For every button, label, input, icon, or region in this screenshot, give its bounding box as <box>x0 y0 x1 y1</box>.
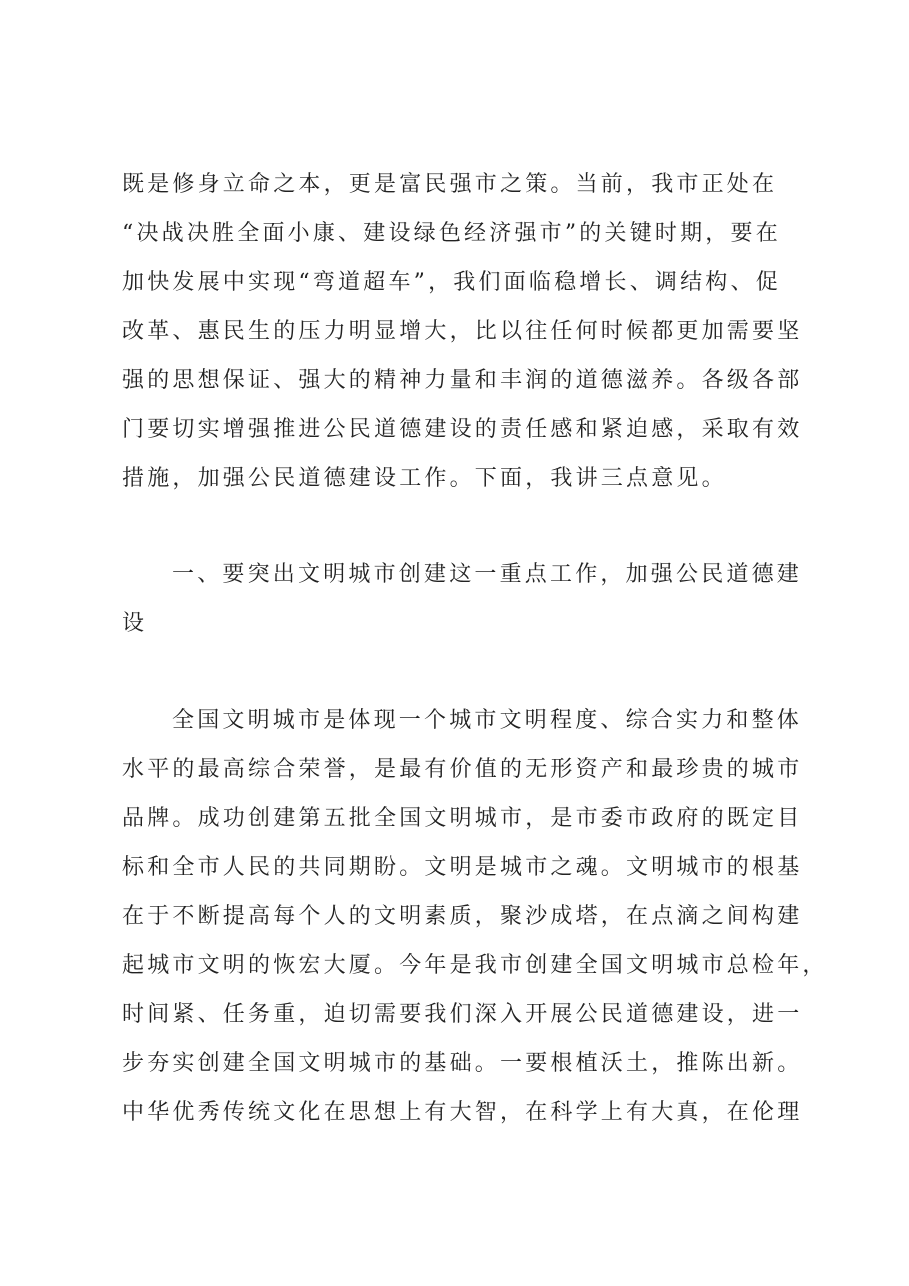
text-line: 强的思想保证、强大的精神力量和丰润的道德滋养。各级各部 <box>122 368 803 393</box>
text-line: 门要切实增强推进公民道德建设的责任感和紧迫感，采取有效 <box>122 417 803 442</box>
text-line: 标和全市人民的共同期盼。文明是城市之魂。文明城市的根基 <box>122 855 803 880</box>
text-line: 加快发展中实现“弯道超车”，我们面临稳增长、调结构、促 <box>122 270 781 295</box>
text-line: “决战决胜全面小康、建设绿色经济强市”的关键时期，要在 <box>122 221 781 246</box>
text-line: 全国文明城市是体现一个城市文明程度、综合实力和整体 <box>172 708 803 733</box>
text-line: 步夯实创建全国文明城市的基础。一要根植沃土，推陈出新。 <box>122 1051 803 1076</box>
text-line: 时间紧、任务重，迫切需要我们深入开展公民道德建设，进一 <box>122 1002 803 1027</box>
text-line: 水平的最高综合荣誉，是最有价值的无形资产和最珍贵的城市 <box>122 757 803 782</box>
text-line: 措施，加强公民道德建设工作。下面，我讲三点意见。 <box>122 466 727 491</box>
text-line: 中华优秀传统文化在思想上有大智，在科学上有大真，在伦理 <box>122 1100 803 1125</box>
text-line: 品牌。成功创建第五批全国文明城市，是市委市政府的既定目 <box>122 806 803 831</box>
text-line: 起城市文明的恢宏大厦。今年是我市创建全国文明城市总检年， <box>122 953 828 978</box>
section-heading-line: 设 <box>122 611 148 636</box>
text-line: 在于不断提高每个人的文明素质，聚沙成塔，在点滴之间构建 <box>122 904 803 929</box>
section-heading-line: 一、要突出文明城市创建这一重点工作，加强公民道德建 <box>172 562 803 587</box>
text-line: 既是修身立命之本，更是富民强市之策。当前，我市正处在 <box>122 172 778 197</box>
text-line: 改革、惠民生的压力明显增大，比以往任何时候都更加需要坚 <box>122 319 803 344</box>
